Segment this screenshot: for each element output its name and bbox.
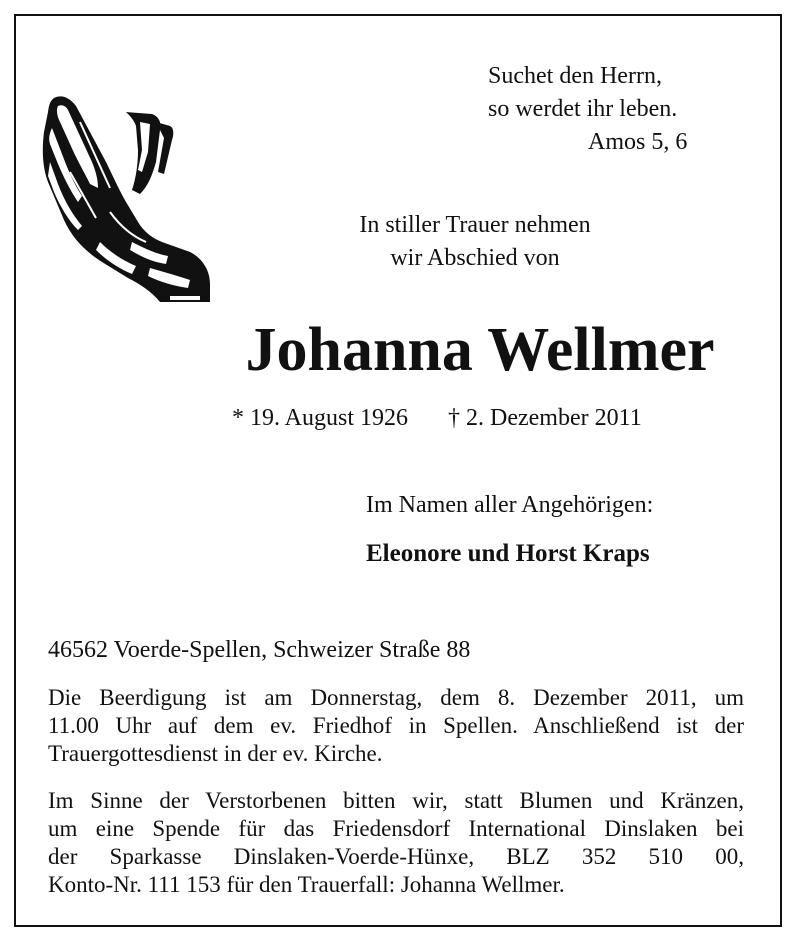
death-date: † 2. Dezember 2011 — [448, 405, 642, 431]
verse-line-1: Suchet den Herrn, — [488, 63, 662, 89]
birth-date: * 19. August 1926 — [232, 405, 409, 431]
donation-line: der Sparkasse Dinslaken-Voerde-Hünxe, BLZ 352 510 00, — [48, 844, 744, 869]
funeral-line: Trauergottesdienst in der ev. Kirche. — [48, 741, 383, 766]
donation-line: Konto-Nr. 111 153 für den Trauerfall: Johanna Wellmer. — [48, 872, 565, 897]
life-dates — [232, 402, 642, 435]
bible-verse — [488, 60, 728, 159]
donation-paragraph — [48, 787, 744, 899]
donation-line: Im Sinne der Verstorbenen bitten wir, statt Blumen und Kränzen, — [48, 788, 744, 813]
intro-line-2: wir Abschied von — [390, 245, 560, 271]
verse-line-2: so werdet ihr leben. — [488, 96, 678, 122]
funeral-line: Die Beerdigung ist am Donnerstag, dem 8. Dezember 2011, um — [48, 685, 744, 710]
intro-line-1: In stiller Trauer nehmen — [359, 212, 591, 238]
funeral-paragraph — [48, 684, 744, 768]
mourners-names: Eleonore und Horst Kraps — [366, 540, 650, 567]
address: 46562 Voerde-Spellen, Schweizer Straße 88 — [48, 637, 471, 663]
praying-hands-icon — [40, 92, 212, 304]
funeral-line: 11.00 Uhr auf dem ev. Friedhof in Spellen. Anschließend ist der — [48, 713, 744, 738]
verse-reference: Amos 5, 6 — [588, 129, 688, 155]
donation-line: um eine Spende für das Friedensdorf International Dinslaken bei — [48, 816, 744, 841]
deceased-name: Johanna Wellmer — [245, 316, 715, 384]
mourning-intro — [300, 209, 650, 275]
mourners-label: Im Namen aller Angehörigen: — [366, 492, 654, 518]
